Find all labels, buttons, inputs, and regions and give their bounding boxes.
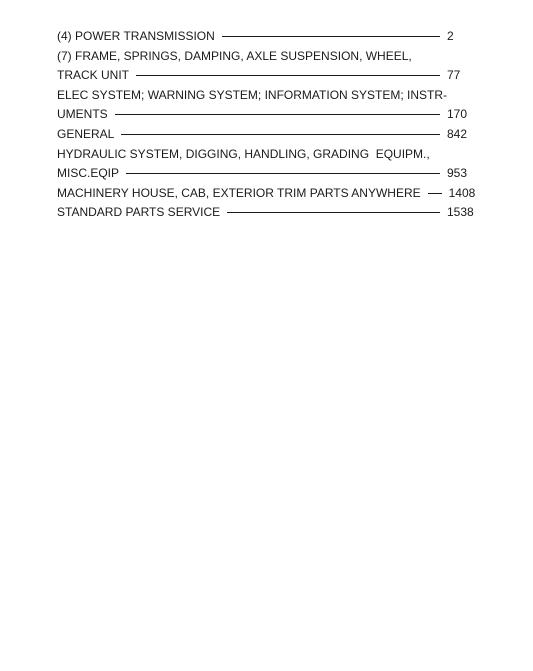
toc-entry-frame-springs[interactable] [57, 47, 477, 86]
toc-entry-line [57, 145, 477, 165]
toc-leader-line [136, 75, 440, 76]
toc-entry-title: MISC.EQIP [57, 166, 120, 181]
toc-entry-title: (4) POWER TRANSMISSION [57, 29, 215, 43]
toc-entry-title: ELEC SYSTEM; WARNING SYSTEM; INFORMATION SYSTEM; INSTR- [57, 87, 448, 102]
table-of-contents [57, 27, 477, 223]
toc-leader-line [222, 36, 440, 37]
toc-entry-hydraulic-system[interactable] [57, 145, 477, 184]
toc-page-number: 1408 [448, 185, 476, 200]
toc-page-number: 170 [447, 107, 468, 122]
toc-leader-line [115, 114, 440, 115]
toc-entry-machinery-house[interactable] [57, 184, 477, 204]
toc-entry-title: UMENTS [57, 107, 108, 122]
toc-entry-standard-parts[interactable] [57, 203, 477, 223]
toc-leader-line [121, 134, 440, 135]
toc-page-number: 2 [447, 29, 454, 43]
toc-entry-elec-system[interactable] [57, 86, 477, 125]
toc-leader-line [428, 193, 442, 194]
toc-entry-general[interactable] [57, 125, 477, 145]
toc-entry-title: HYDRAULIC SYSTEM, DIGGING, HANDLING, GRADING EQUIPM., [57, 146, 430, 161]
toc-entry-line [57, 86, 477, 106]
toc-entry-title: GENERAL [57, 126, 115, 141]
toc-leader-line [126, 173, 440, 174]
toc-entry-title: STANDARD PARTS SERVICE [57, 205, 221, 220]
toc-entry-line [57, 27, 477, 47]
toc-entry-title: TRACK UNIT [57, 68, 129, 83]
toc-entry-line [57, 203, 477, 223]
toc-leader-line [227, 212, 440, 213]
toc-entry-power-transmission[interactable] [57, 27, 477, 47]
toc-entry-line [57, 66, 477, 86]
toc-entry-title: MACHINERY HOUSE, CAB, EXTERIOR TRIM PARTS ANYWHERE [57, 185, 421, 200]
toc-entry-title: (7) FRAME, SPRINGS, DAMPING, AXLE SUSPENSION, WHEEL, [57, 48, 412, 63]
toc-page-number: 1538 [447, 205, 474, 220]
toc-entry-line [57, 47, 477, 67]
toc-entry-line [57, 125, 477, 145]
toc-page-number: 77 [447, 68, 461, 83]
toc-entry-line [57, 184, 477, 204]
toc-page-number: 842 [447, 126, 468, 141]
toc-page-number: 953 [447, 166, 468, 181]
toc-entry-line [57, 105, 477, 125]
toc-entry-line [57, 164, 477, 184]
